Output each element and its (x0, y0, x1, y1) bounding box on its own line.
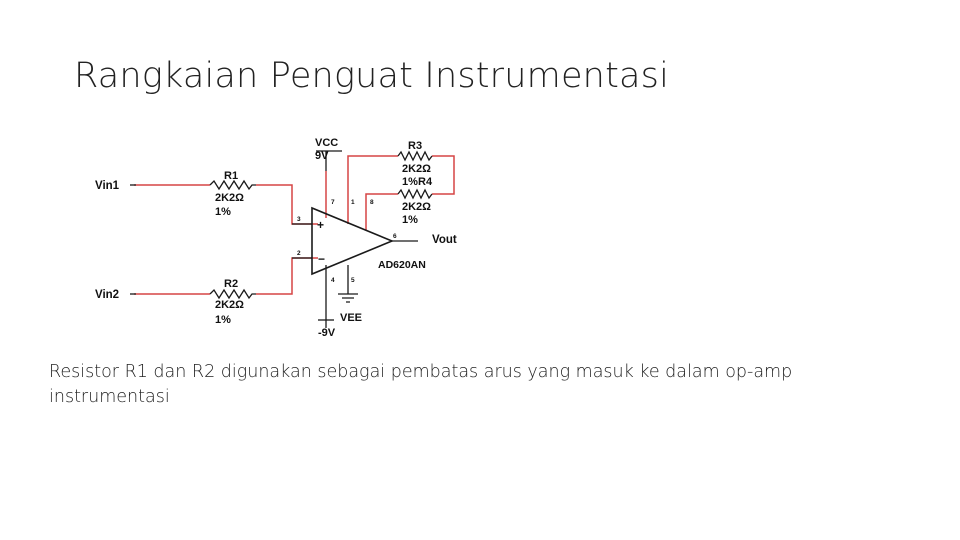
pin-number-1: 1 (351, 199, 355, 206)
label-vcc-name: VCC (315, 137, 339, 149)
ground-symbol (338, 294, 358, 302)
slide-caption: Resistor R1 dan R2 digunakan sebagai pembatas arus yang masuk ke dalam op-amp instrumentasi (49, 362, 793, 407)
pin-number-8: 8 (370, 199, 374, 206)
label-r2-name: R2 (224, 278, 239, 290)
resistor-r3-symbol (398, 152, 432, 160)
opamp-minus-sign: − (318, 252, 326, 266)
label-r1-tolerance: 1% (215, 206, 231, 218)
label-vout: Vout (432, 234, 457, 246)
slide-title: Rangkaian Penguat Instrumentasi (74, 56, 669, 96)
pin-number-4: 4 (331, 277, 335, 284)
wire-r3-loop (432, 156, 454, 194)
label-r3-name: R3 (408, 140, 423, 152)
label-r3-value: 2K2Ω (402, 163, 431, 175)
label-chip: AD620AN (378, 259, 426, 271)
resistor-r2-symbol (210, 290, 256, 298)
pin-number-7: 7 (331, 199, 335, 206)
label-vcc-value: 9V (315, 150, 329, 162)
opamp-plus-sign: + (317, 218, 325, 232)
label-vee-name: VEE (340, 312, 363, 324)
wire-r2-to-pin2 (256, 258, 318, 294)
pin-number-2: 2 (297, 250, 301, 257)
resistor-r1-symbol (210, 181, 256, 189)
instrumentation-amp-circuit (80, 128, 500, 344)
label-r3-tolerance: 1% (402, 176, 418, 188)
label-r4-name: R4 (418, 176, 433, 188)
label-r2-value: 2K2Ω (215, 299, 244, 311)
resistor-r4-symbol (398, 190, 432, 198)
label-r1-name: R1 (224, 170, 239, 182)
pin-number-6: 6 (393, 233, 397, 240)
wire-r1-to-pin3 (256, 185, 318, 224)
wire-pin1-r3 (348, 156, 398, 224)
label-r4-tolerance: 1% (402, 214, 418, 226)
pin-number-5: 5 (351, 277, 355, 284)
pin-number-3: 3 (297, 216, 301, 223)
component-lines (130, 151, 432, 328)
label-r4-value: 2K2Ω (402, 201, 431, 213)
label-r1-value: 2K2Ω (215, 192, 244, 204)
label-r2-tolerance: 1% (215, 314, 231, 326)
label-vee-value: -9V (318, 327, 336, 339)
label-vin1: Vin1 (95, 180, 120, 192)
label-vin2: Vin2 (95, 289, 120, 301)
